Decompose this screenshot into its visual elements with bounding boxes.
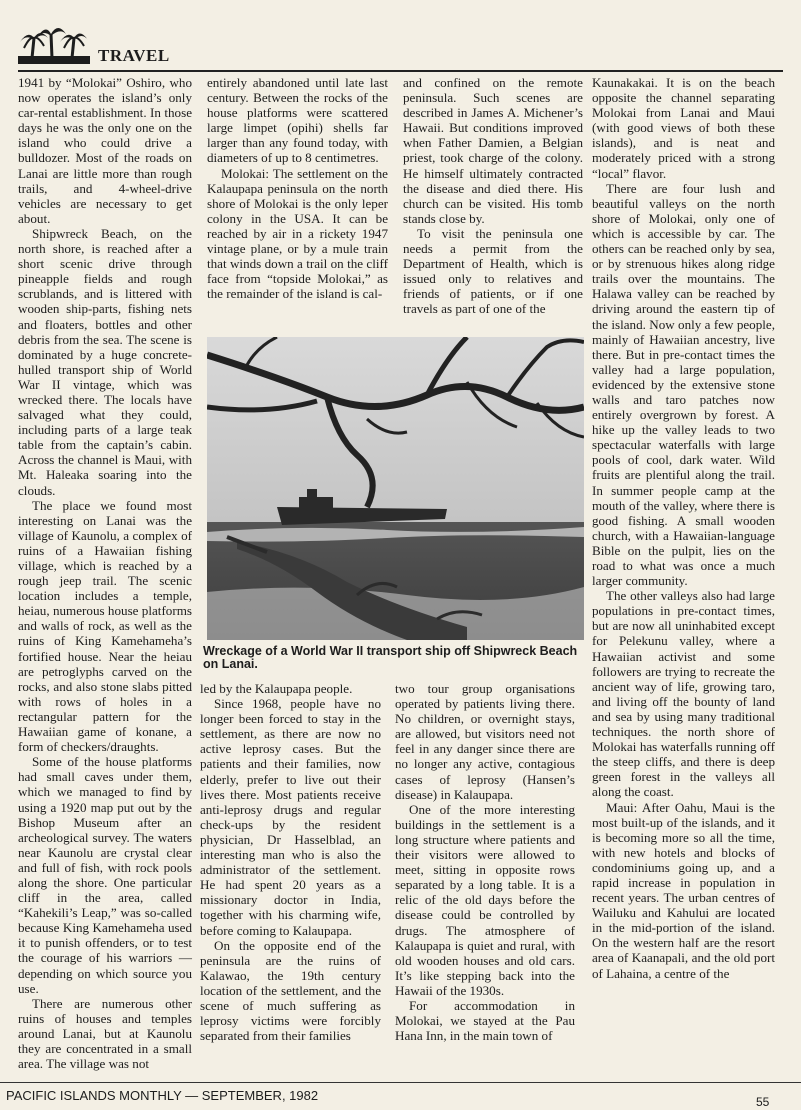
paragraph: and confined on the remote peninsula. Such scenes are described in James A. Michener’s Hawaii. But conditions improved when Father Damien, a Belgian priest, took charge of the colony. He himself ultimately contracted the disease and died there. His church can be visited. His tomb stands close by.	[403, 75, 583, 226]
paragraph: Some of the house platforms had small caves under them, which we managed to find by using a 1920 map put out by the Bishop Museum after an archeological survey. The waters near Kaunolu are crystal clear and full of fish, with rock pools along the shore. One particular cliff in the area, called “Kahekili’s Leap,” was so-called because King Kamehameha used it to punish offenders, or to test the courage of his warriors — depending on which source you use.	[18, 754, 192, 996]
article-column-4	[592, 75, 775, 1070]
article-column-2-top	[207, 75, 388, 333]
photo-caption: Wreckage of a World War II transport ship off Shipwreck Beach on Lanai.	[203, 644, 578, 671]
paragraph: Molokai: The settlement on the Kalaupapa peninsula on the north shore of Molokai is the only leper colony in the USA. It can be reached by air in a rickety 1947 vintage plane, or by a mule train that winds down a trail on the cliff face from “topside Molokai,” as the remainder of the island is cal-	[207, 165, 388, 302]
paragraph: 1941 by “Molokai” Oshiro, who now operates the island’s only car-rental establishment. In those days he was the only one on the island who could drive a bulldozer. Most of the roads on Lanai are little more than rough trails, and 4-wheel-drive vehicles are necessary to get about.	[18, 75, 192, 226]
shipwreck-illustration	[207, 337, 584, 640]
paragraph: One of the more interesting buildings in the settlement is a long structure where patients and their visitors were allowed to meet, sitting in opposite rows separated by a long table. It is a relic of the old days before the disease could be controlled by drugs. The atmosphere of Kalaupapa is quiet and rural, with old wooden houses and old cars. It’s like stepping back into the Hawaii of the 1930s.	[395, 801, 575, 998]
article-column-1	[18, 75, 192, 1070]
section-title: TRAVEL	[98, 46, 170, 65]
page-header	[18, 22, 783, 72]
header-divider	[18, 70, 783, 72]
paragraph: The place we found most interesting on Lanai was the village of Kaunolu, a complex of ruins of a Hawaiian fishing village, which is reached by a rough jeep trail. The scenic location includes a temple, heiau, numerous house platforms and walls of rock, as well as the ruins of King Kamehameha’s fortified house. Near the heiau are petroglyphs carved on the rocks, and also stone slabs pitted with rows of holes in a rectangular pattern for the Hawaiian game of konane, a form of checkers/draughts.	[18, 497, 192, 755]
article-column-3-top	[403, 75, 583, 333]
paragraph: Shipwreck Beach, on the north shore, is reached after a short scenic drive through pineapple fields and rough scrublands, and is littered with wooden ship-parts, fishing nets and floaters, bottles and other debris from the sea. The scene is dominated by a huge concrete-hulled transport ship of World War II vintage, which was wrecked there. The locals have salvaged what they could, including parts of a large teak table from the captain’s cabin. Across the channel is Maui, with Mt. Haleaka soaring into the clouds.	[18, 225, 192, 498]
paragraph: On the opposite end of the peninsula are the ruins of Kalawao, the 19th century location of the settlement, and the scene of much suffering as leprosy victims were forcibly separated from their families	[200, 937, 381, 1044]
paragraph: entirely abandoned until late last century. Between the rocks of the house platforms were scattered large limpet (opihi) shells far larger than any found today, with diameters of up to 8 centimetres.	[207, 75, 388, 166]
paragraph: Maui: After Oahu, Maui is the most built-up of the islands, and it is becoming more so all the time, with new hotels and blocks of condominiums going up, and a rapid increase in population in recent years. The urban centres of Wailuku and Kahului are located in the mid-portion of the island. On the western half are the resort area of Kaanapali, and the old port of Lahaina, a centre of the	[592, 799, 775, 981]
paragraph: Kaunakakai. It is on the beach opposite the channel separating Molokai from Lanai and Maui (with good views of both these islands), and is neat and moderately priced with a strong “local” flavor.	[592, 75, 775, 181]
page-number: 55	[756, 1095, 770, 1109]
paragraph: For accommodation in Molokai, we stayed at the Pau Hana Inn, in the main town of	[395, 997, 575, 1044]
publication-line: PACIFIC ISLANDS MONTHLY — SEPTEMBER, 1982	[6, 1088, 319, 1103]
paragraph: To visit the peninsula one needs a permit from the Department of Health, which is issued only to relatives and friends of patients, or if one travels as part of one of the	[403, 225, 583, 317]
paragraph: There are four lush and beautiful valleys on the north shore of Molokai, only one of which is accessible by car. The others can be reached only by sea, or by strenuous hikes along ridge trails over the mountains. The Halawa valley can be reached by driving around the eastern tip of the island. Now only a few people, mainly of Hawaiian ancestry, live there. But in pre-contact times the valley had a large population, evidenced by the extensive stone walls and taro patches now entirely overgrown by forest. A hike up the valley leads to two spectacular waterfalls with large pools of cool, dark water. Wild fruits are plentiful along the trail. In summer people camp at the mouth of the valley, where there is good fishing. A small wooden church, with a Hawaiian-language Bible on the pulpit, lies on the road to what was once a much larger community.	[592, 180, 775, 589]
shipwreck-photo	[207, 337, 584, 640]
paragraph: There are numerous other ruins of houses and temples around Lanai, but at Kaunolu they are concentrated in a small area. The village was not	[18, 995, 192, 1072]
footer-divider	[0, 1082, 801, 1083]
paragraph: Since 1968, people have no longer been forced to stay in the settlement, as there are now no active leprosy cases. But the patients and their families, now elderly, prefer to live out their lives there. Most patients receive anti-leprosy drugs and regular check-ups by the resident physician, Dr Hasselblad, an interesting man who is also the administrator of the settlement. He had spent 20 years as a missionary doctor in India, together with his charming wife, before coming to Kalaupapa.	[200, 696, 381, 938]
paragraph: two tour group organisations operated by patients living there. No children, or overnight stays, are allowed, but visitors need not feel in any danger since there are no longer any active, contagious cases of leprosy (Hansen’s disease) in Kalaupapa.	[395, 681, 575, 802]
article-column-3-bottom	[395, 681, 575, 1071]
palm-trees-icon	[18, 22, 90, 68]
article-column-2-bottom	[200, 681, 381, 1071]
paragraph: led by the Kalaupapa people.	[200, 681, 353, 696]
paragraph: The other valleys also had large populations in pre-contact times, but are now all uninhabited except for Pelekunu valley, where a Hawaiian activist and some followers are trying to recreate the ancient way of life, growing taro, and living off the bounty of land and sea by using many traditional techniques. the north shore of Molokai has waterfalls running off the steep cliffs, and there is deep green forest in the valleys all along the coast.	[592, 588, 775, 800]
